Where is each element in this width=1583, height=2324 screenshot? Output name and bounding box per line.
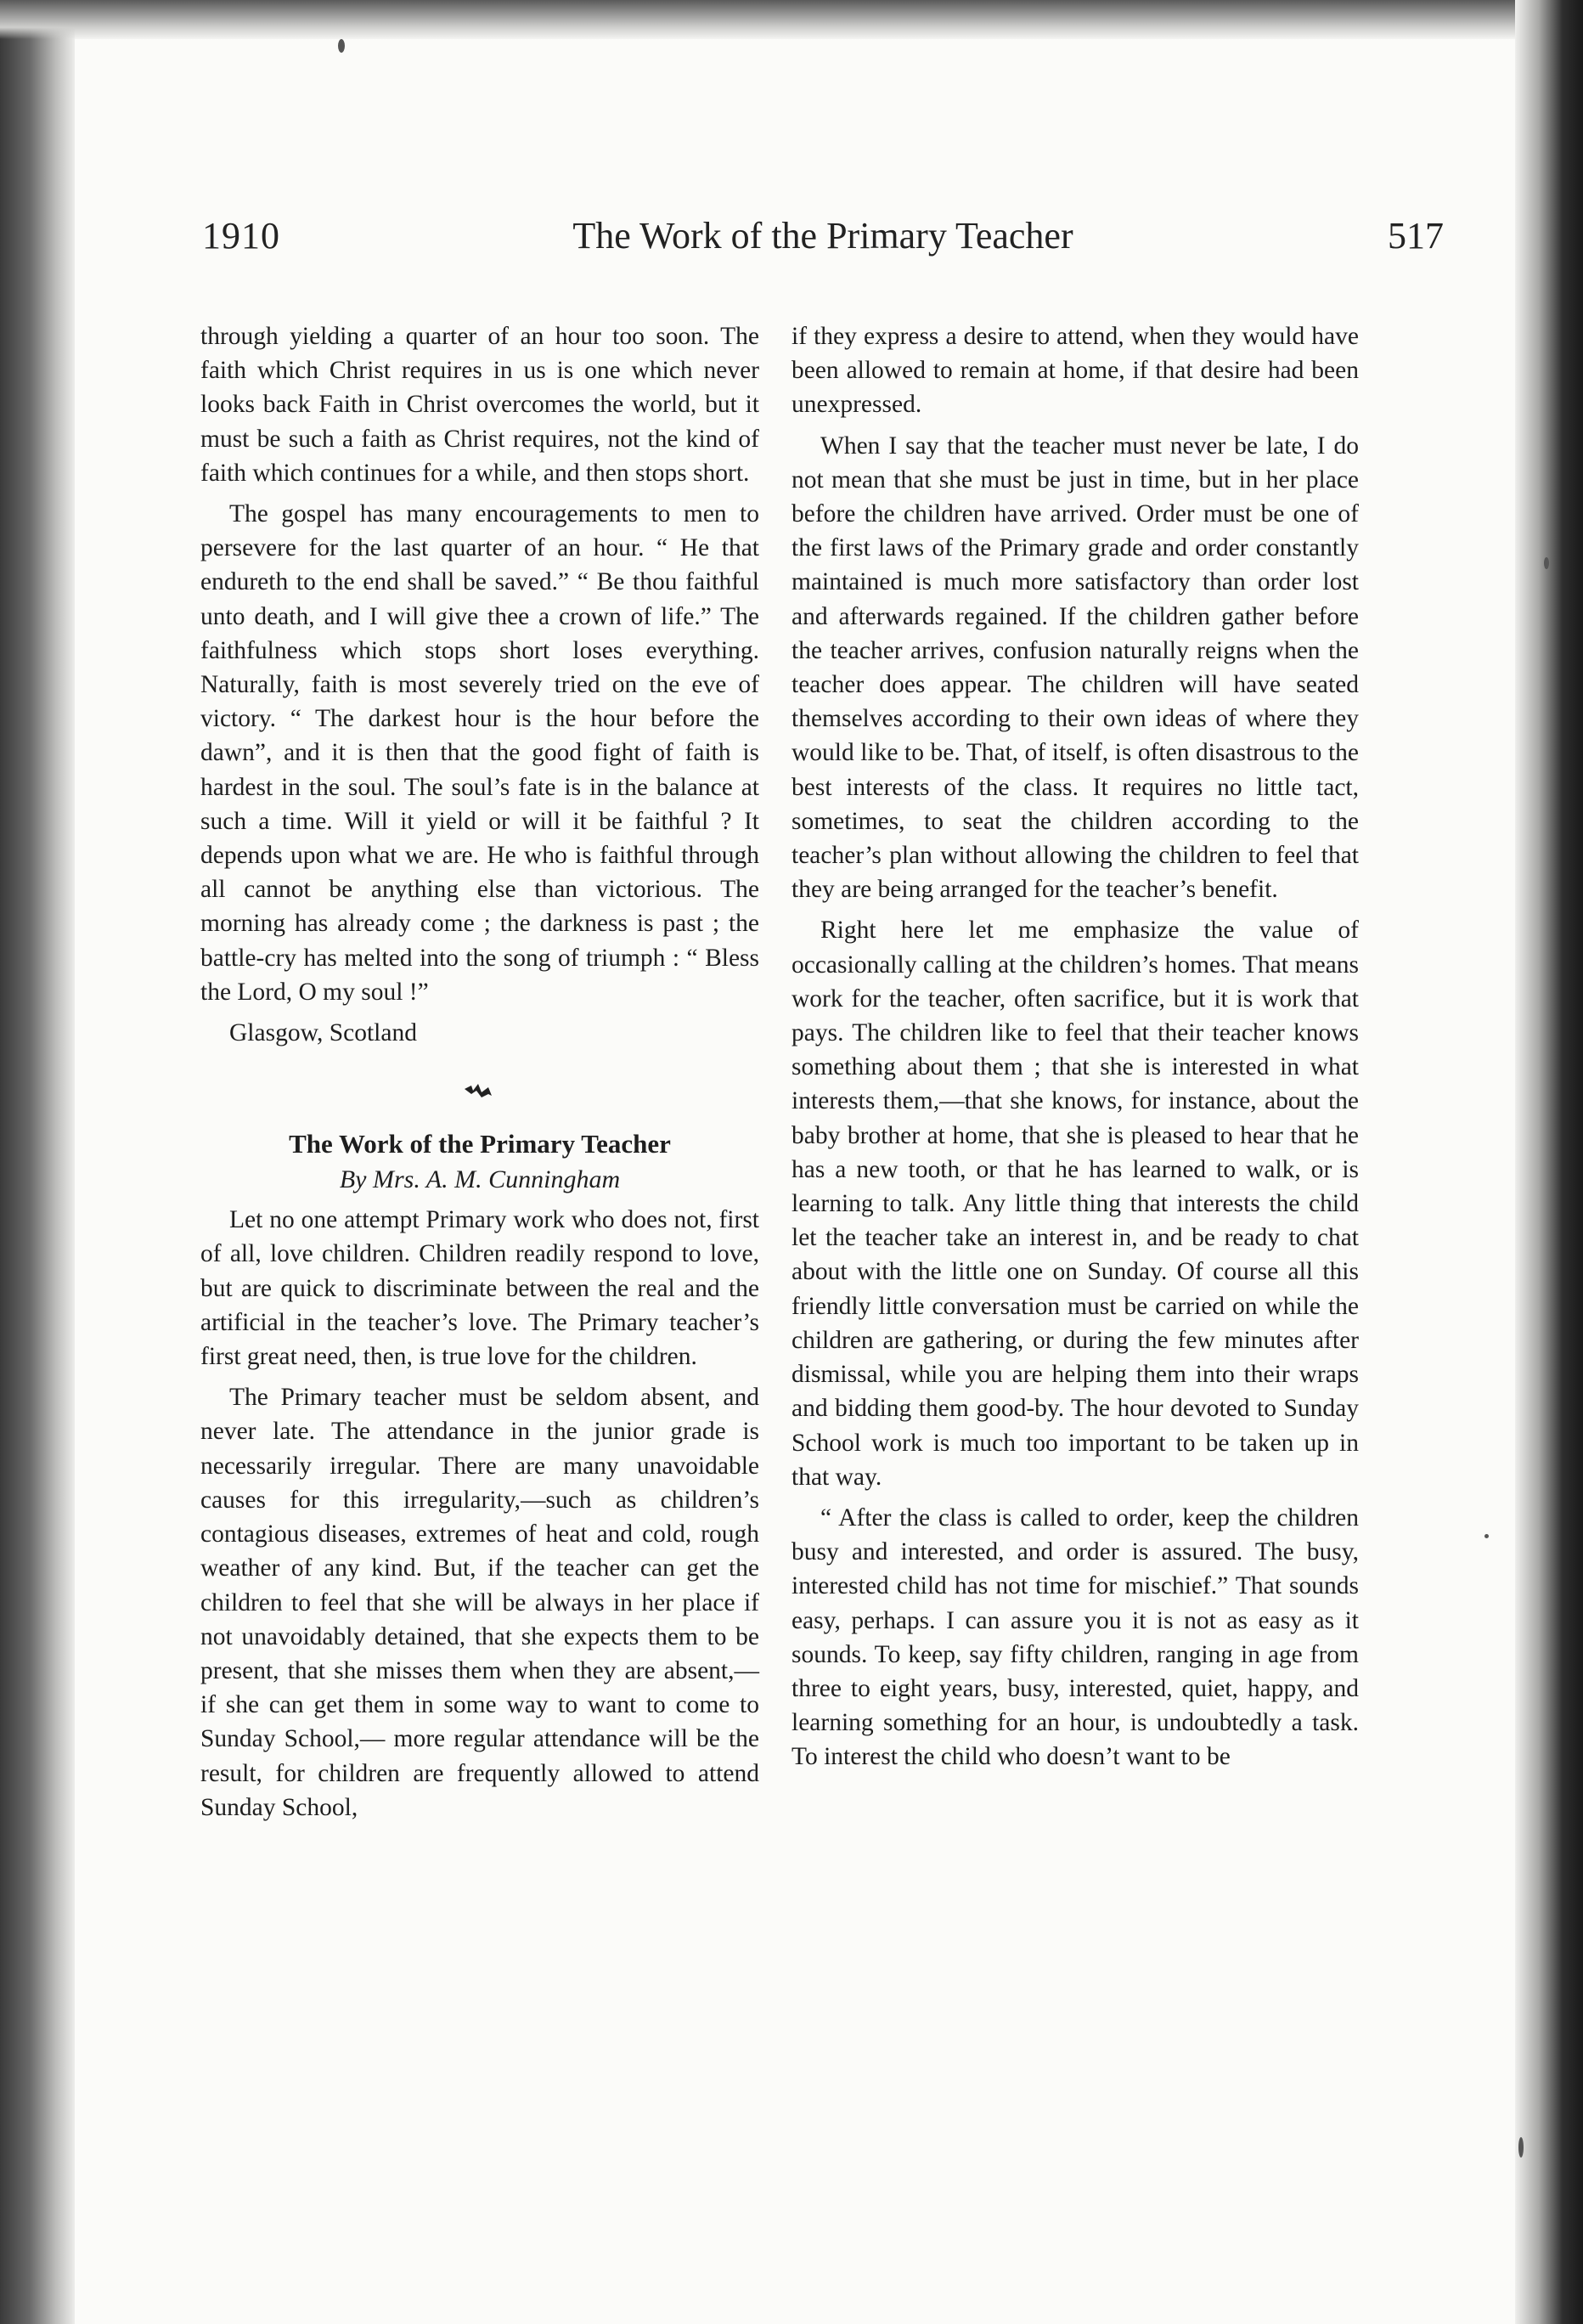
book-binding-shadow — [0, 0, 75, 2324]
dateline-place: Glasgow, Scotland — [229, 1019, 417, 1047]
right-edge-shadow — [1515, 0, 1583, 2324]
paragraph: When I say that the teacher must never be late, I do not mean that she must be just in time, but in her place before the children have arrived. Order must be one of the first laws of the Primary grade and order constantly maintained is much more satisfactory than order lost and afterwards regained. If the children gather before the teacher arrives, confusion naturally reigns when the teacher does appear. The children will have seated themselves according to their own ideas of where they would like to be. That, of itself, is often disastrous to the best interests of the class. It requires no little tact, sometimes, to seat the children according to the teacher’s plan without allowing the children to feel that they are being arranged for the teacher’s benefit. — [792, 432, 1359, 904]
page-year: 1910 — [202, 215, 280, 257]
paragraph: “ After the class is called to order, keep the children busy and interested, and order is assured. The busy, interested child has not time for mischief.” That sounds easy, perhaps. I can assure you it is not as easy as it sounds. To keep, say fifty children, ranging in age from three to eight years, busy, interested, quiet, happy, and learning something for an hour, is undoubtedly a task. To interest the child who doesn’t want to be — [792, 1503, 1359, 1771]
paragraph: The Primary teacher must be seldom absent, and never late. The attendance in the junior grade is necessarily irregular. There are many unavoidable causes for this irregularity,—such as children’s contagious diseases, extremes of heat and cold, rough weather of any kind. But, if the teacher can get the children to feel that she will be always in her place if not unavoidably detained, that she expects them to be present, that she misses them when they are absent,— if she can get them in some way to want to come to Sunday School,— more regular attendance will be the result, for children are frequently allowed to attend Sunday School, — [200, 1384, 759, 1821]
running-header — [202, 211, 1444, 270]
scan-speck — [338, 39, 345, 53]
left-column — [200, 319, 759, 1831]
paragraph: through yielding a quarter of an hour too soon. The faith which Christ requires in us is one which never looks back Faith in Christ overcomes the world, but it must be such a faith as Christ requires, not the kind of faith which continues for a while, and then stops short. — [200, 323, 759, 487]
top-edge-shadow — [0, 0, 1583, 39]
paragraph: Right here let me emphasize the value of occasionally calling at the children’s homes. That means work for the teacher, often sacrifice, but it is work that pays. The children like to feel that their teacher knows something about them ; that she is interested in what interests them,—that she knows, for instance, about the baby brother at home, that she is pleased to hear that he has a new tooth, or that he has learned to walk, or is learning to talk. Any little thing that interests the child let the teacher take an interest in, and be ready to chat about with the little one on Sunday. Of course all this friendly little conversation must be carried on while the children are gathering, or during the few minutes after dismissal, while you are helping them into their wraps and bidding them good-by. The hour devoted to Sunday School work is much too important to be taken up in that way. — [792, 917, 1359, 1491]
section-ornament-icon — [463, 1080, 497, 1101]
scan-speck — [1544, 557, 1549, 569]
paragraph: The gospel has many encouragements to men to persevere for the last quarter of an hour. “ He that endureth to the end shall be saved.” “ Be thou faithful unto death, and I will give thee a crown of life.” The faithfulness which stops short loses everything. Naturally, faith is most severely tried on the eve of victory. “ The darkest hour is the hour before the dawn”, and it is then that the good fight of faith is hardest in the soul. The soul’s fate is in the balance at such a time. Will it yield or will it be faithful ? It depends upon what we are. He who is faithful through all cannot be anything else than victorious. The morning has already come ; the darkness is past ; the battle-cry has melted into the song of triumph : “ Bless the Lord, O my soul !” — [200, 500, 759, 1006]
right-column — [792, 319, 1359, 1781]
scan-speck — [1484, 1534, 1489, 1538]
paragraph: Let no one attempt Primary work who does not, first of all, love children. Children readily respond to love, but are quick to discriminate between the real and the artificial in the teacher’s love. The Primary teacher’s first great need, then, is true love for the children. — [200, 1206, 759, 1371]
page — [75, 39, 1515, 2324]
paragraph: if they express a desire to attend, when they would have been allowed to remain at home, if that desire had been unexpressed. — [792, 323, 1359, 419]
scan-speck — [1518, 2137, 1524, 2158]
running-title: The Work of the Primary Teacher — [572, 215, 1073, 257]
article-title: The Work of the Primary Teacher — [289, 1129, 671, 1159]
page-number: 517 — [1388, 215, 1444, 257]
article-byline: By Mrs. A. M. Cunningham — [339, 1165, 621, 1194]
